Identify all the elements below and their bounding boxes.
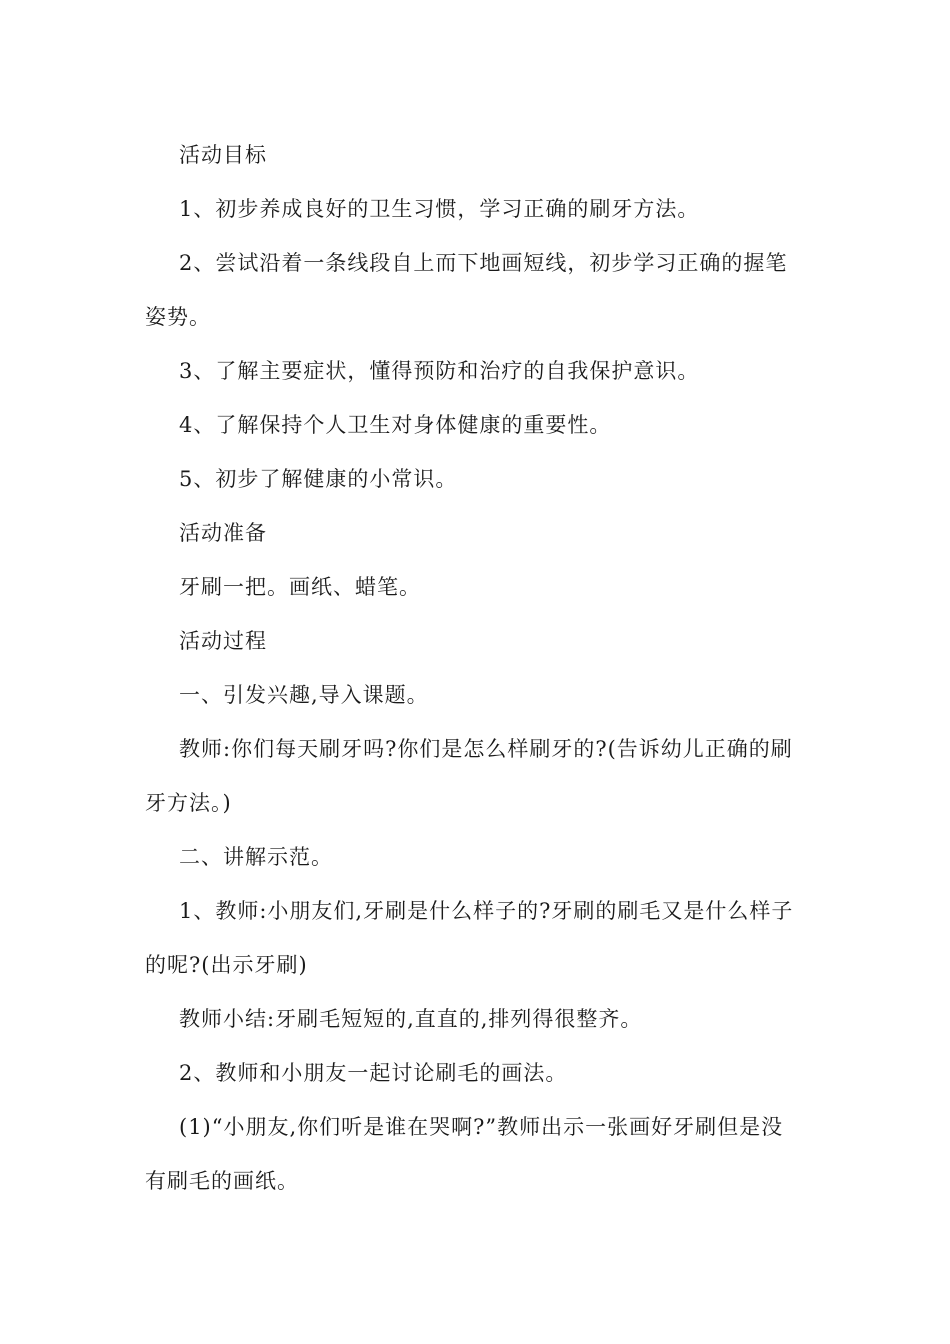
goal-item-3: 3、了解主要症状，懂得预防和治疗的自我保护意识。: [179, 359, 700, 383]
goal-item-2: 2、尝试沿着一条线段自上而下地画短线，初步学习正确的握笔姿势。: [145, 251, 788, 329]
goal-item-4: 4、了解保持个人卫生对身体健康的重要性。: [179, 413, 612, 437]
heading-activity-process: 活动过程: [179, 629, 267, 653]
process-step-1: 一、引发兴趣,导入课题。: [179, 683, 429, 707]
heading-activity-preparation: 活动准备: [179, 521, 267, 545]
teacher-summary: 教师小结:牙刷毛短短的,直直的,排列得很整齐。: [179, 1007, 643, 1031]
demo-item-1: 1、教师:小朋友们,牙刷是什么样子的?牙刷的刷毛又是什么样子的呢?(出示牙刷): [145, 899, 794, 977]
process-step-2: 二、讲解示范。: [179, 845, 333, 869]
goal-item-1: 1、初步养成良好的卫生习惯，学习正确的刷牙方法。: [179, 197, 700, 221]
demo-item-2: 2、教师和小朋友一起讨论刷毛的画法。: [179, 1061, 568, 1085]
goal-item-5: 5、初步了解健康的小常识。: [179, 467, 458, 491]
heading-activity-goals: 活动目标: [179, 143, 267, 167]
teacher-question: 教师:你们每天刷牙吗?你们是怎么样刷牙的?(告诉幼儿正确的刷牙方法。): [145, 737, 793, 815]
document-body: [145, 128, 805, 1208]
preparation-text: 牙刷一把。画纸、蜡笔。: [179, 575, 421, 599]
demo-subitem-1: (1)“小朋友,你们听是谁在哭啊?”教师出示一张画好牙刷但是没有刷毛的画纸。: [145, 1115, 784, 1193]
